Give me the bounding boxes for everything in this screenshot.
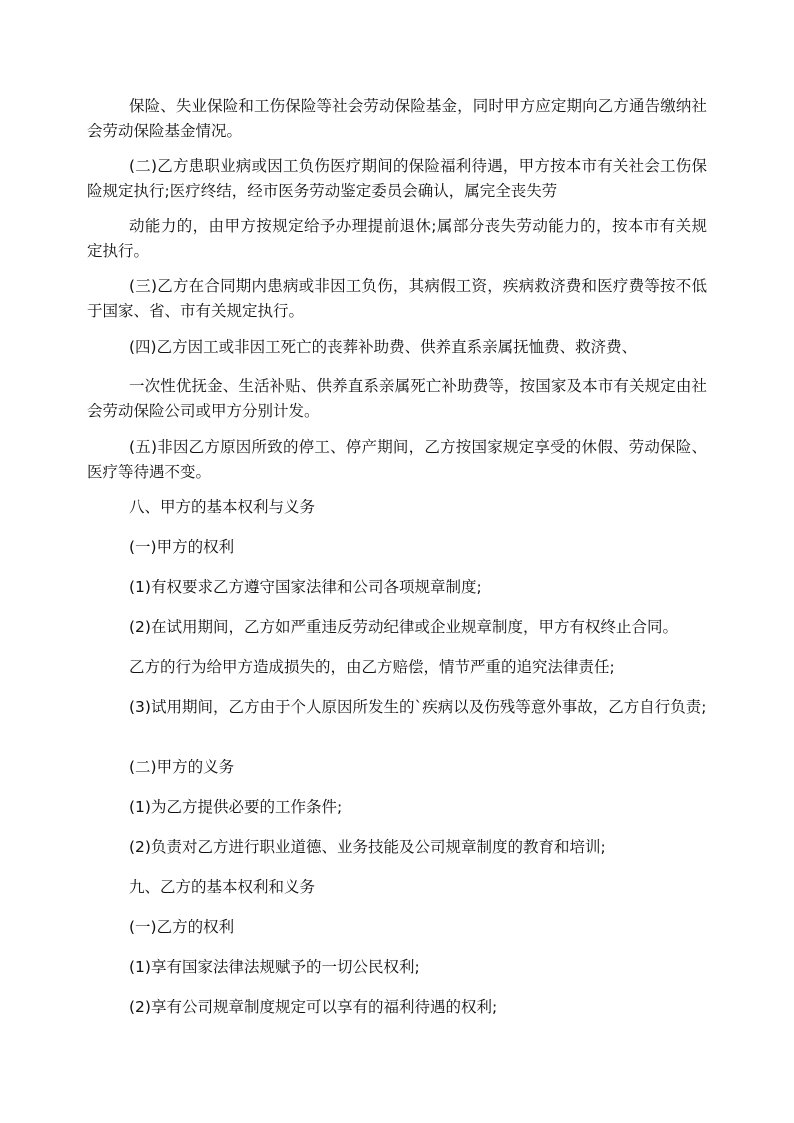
paragraph-4: (三)乙方在合同期内患病或非因工负伤，其病假工资，疾病救济费和医疗费等按不低于国家、省、市有关规定执行。: [87, 277, 707, 320]
subheading-party-a-duties: (二)甲方的义务: [129, 758, 235, 776]
section-heading-9: 九、乙方的基本权利和义务: [129, 878, 316, 896]
paragraph-duty-2: (2)负责对乙方进行职业道德、业务技能及公司规章制度的教育和培训;: [129, 838, 606, 856]
paragraph-right-3: (3)试用期间，乙方由于个人原因所发生的`疾病以及伤残等意外事故，乙方自行负责;: [129, 698, 707, 716]
section-heading-8: 八、甲方的基本权利与义务: [129, 498, 316, 516]
paragraph-right-1: (1)有权要求乙方遵守国家法律和公司各项规章制度;: [129, 578, 482, 596]
paragraph-1: 保险、失业保险和工伤保险等社会劳动保险基金，同时甲方应定期向乙方通告缴纳社会劳动保险基金情况。: [87, 97, 707, 140]
subheading-party-a-rights: (一)甲方的权利: [129, 538, 235, 556]
paragraph-duty-1: (1)为乙方提供必要的工作条件;: [129, 798, 343, 816]
paragraph-b-right-1: (1)享有国家法律法规赋予的一切公民权利;: [129, 958, 420, 976]
paragraph-7: (五)非因乙方原因所致的停工、停产期间，乙方按国家规定享受的休假、劳动保险、医疗等待遇不变。: [87, 438, 707, 481]
paragraph-6: 一次性优抚金、生活补贴、供养直系亲属死亡补助费等，按国家及本市有关规定由社会劳动保险公司或甲方分别计发。: [87, 377, 707, 420]
paragraph-right-2: (2)在试用期间，乙方如严重违反劳动纪律或企业规章制度，甲方有权终止合同。: [129, 618, 678, 636]
paragraph-5: (四)乙方因工或非因工死亡的丧葬补助费、供养直系亲属抚恤费、救济费、: [129, 338, 638, 356]
paragraph-3: 动能力的，由甲方按规定给予办理提前退休;属部分丧失劳动能力的，按本市有关规定执行。: [87, 217, 707, 260]
paragraph-b-right-2: (2)享有公司规章制度规定可以享有的福利待遇的权利;: [129, 998, 498, 1016]
subheading-party-b-rights: (一)乙方的权利: [129, 918, 235, 936]
paragraph-2: (二)乙方患职业病或因工负伤医疗期间的保险福利待遇，甲方按本市有关社会工伤保险规定执行;医疗终结，经市医务劳动鉴定委员会确认，属完全丧失劳: [87, 157, 707, 200]
paragraph-right-2-cont: 乙方的行为给甲方造成损失的，由乙方赔偿，情节严重的追究法律责任;: [129, 658, 615, 676]
